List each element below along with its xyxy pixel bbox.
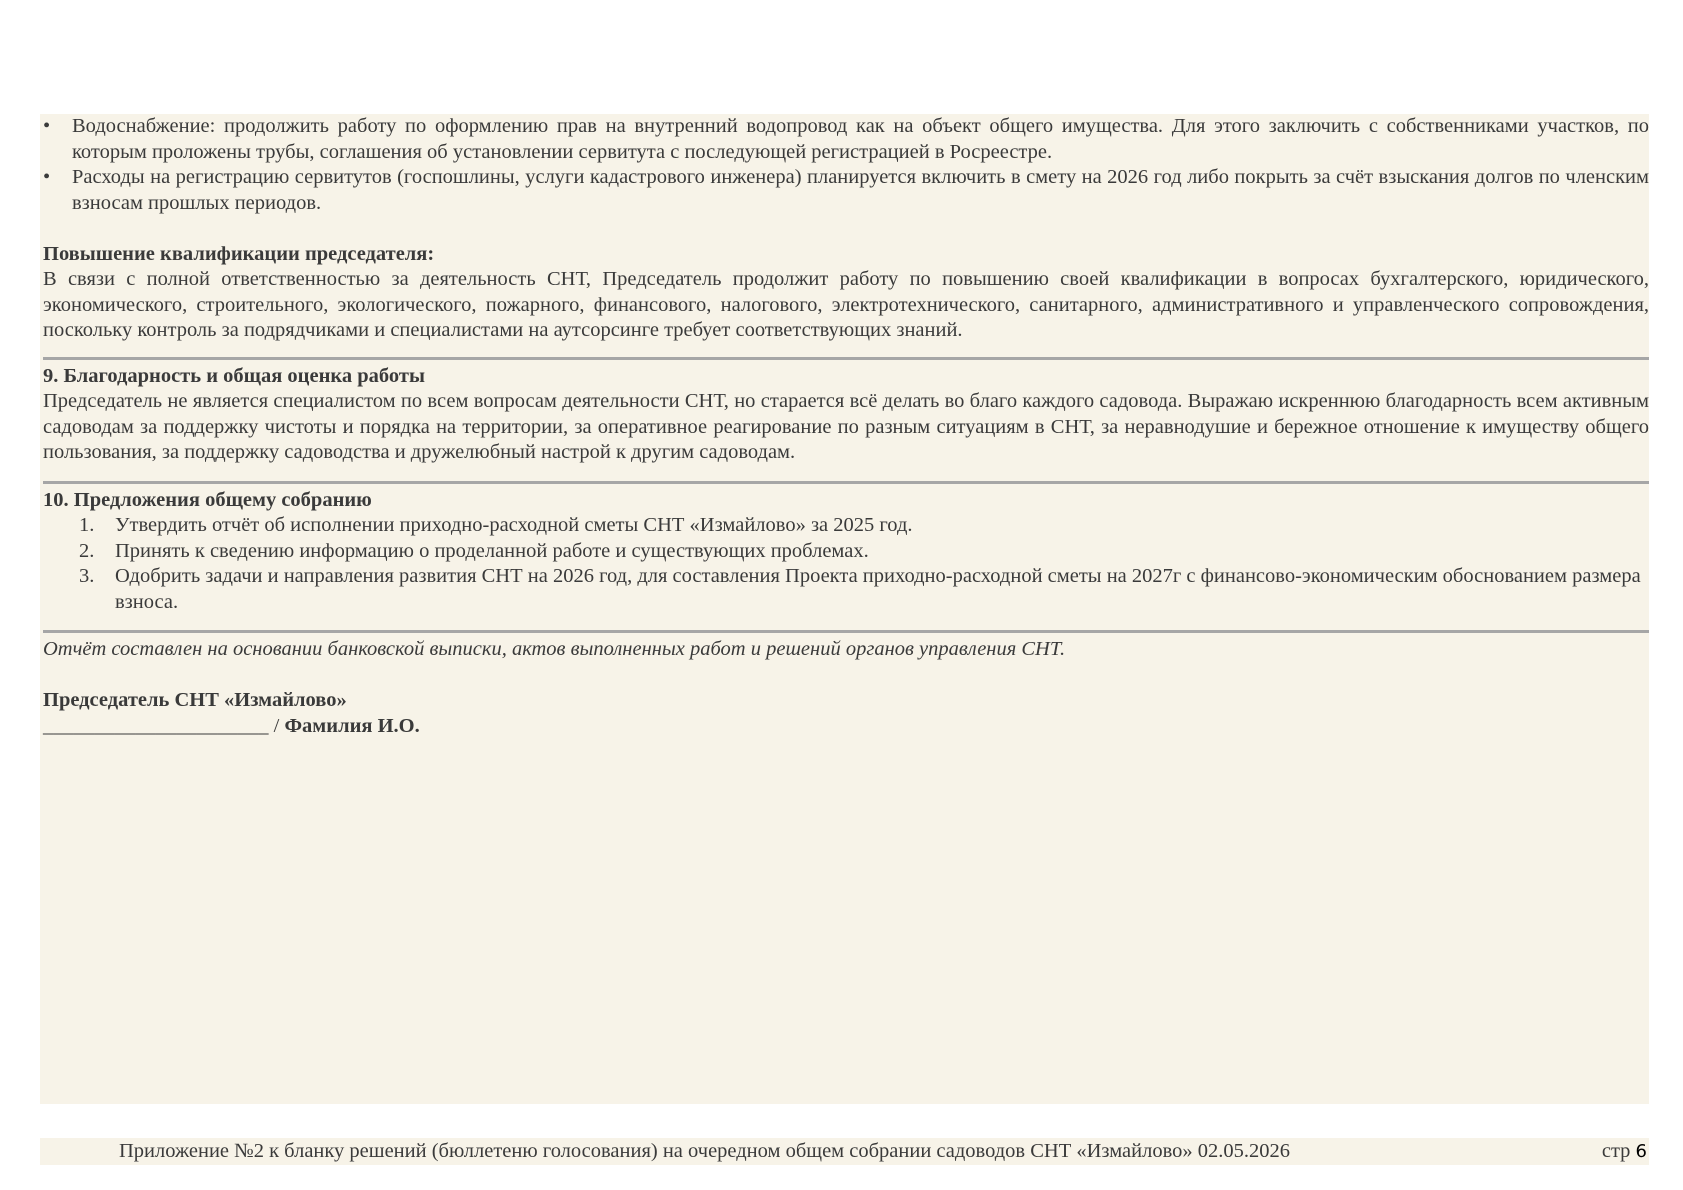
- report-basis-note: Отчёт составлен на основании банковской выписки, актов выполненных работ и решений органов управления СНТ.: [43, 638, 1066, 660]
- section9-text: Председатель не является специалистом по всем вопросам деятельности СНТ, но старается всё делать во благо каждого садовода. Выражаю искреннюю благодарность всем активным садоводам за поддержку чистоты и порядка на территории, за оперативное реагирование по разным ситуациям в СНТ, за неравнодушие и бережное отношение к имуществу общего пользования, за поддержку садоводства и дружелюбный настрой к другим садоводам.: [43, 390, 1649, 463]
- list-item: [76, 539, 1649, 565]
- bullet-item-water: [43, 114, 1649, 165]
- list-item: [76, 513, 1649, 539]
- bullet-icon: •: [43, 115, 51, 137]
- signature-separator: /: [268, 714, 285, 737]
- bullet-item-text: Водоснабжение: продолжить работу по оформлению прав на внутренний водопровод как на объект общего имущества. Для этого заключить с собственниками участков, по которым проложены трубы, соглашения об установлении сервитута с последующей регистрацией в Росреестре.: [72, 115, 1649, 163]
- document-content: [43, 114, 1649, 739]
- bullet-item-expenses: [43, 165, 1649, 216]
- list-item: [76, 564, 1649, 615]
- list-item-number: 3.: [79, 565, 95, 587]
- list-item-text: Одобрить задачи и направления развития СНТ на 2026 год, для составления Проекта приходно-расходной сметы на 2027г с финансово-экономическим обоснованием размера взноса.: [115, 565, 1641, 613]
- signer-name: Фамилия И.О.: [284, 714, 420, 737]
- list-item-number: 2.: [79, 539, 95, 562]
- bullet-item-text: Расходы на регистрацию сервитутов (госпошлины, услуги кадастрового инженера) планируется включить в смету на 2026 год либо покрыть за счёт взыскания долгов по членским взносам прошлых периодов.: [72, 166, 1649, 214]
- footer-caption: Приложение №2 к бланку решений (бюллетеню голосования) на очередном общем собрании садоводов СНТ «Измайлово» 02.05.2026: [119, 1140, 1291, 1162]
- qualification-heading: Повышение квалификации председателя:: [43, 242, 435, 265]
- signature-block: [43, 714, 1649, 740]
- page-label: стр: [1601, 1140, 1636, 1162]
- bullet-icon: •: [43, 166, 51, 188]
- section-divider: [43, 357, 1649, 360]
- section-divider: [43, 481, 1649, 484]
- proposals-list: [76, 513, 1649, 615]
- list-item-text: Утвердить отчёт об исполнении приходно-расходной сметы СНТ «Измайлово» за 2025 год.: [115, 514, 913, 536]
- signature-line: ______________________: [43, 714, 269, 737]
- qualification-text: В связи с полной ответственностью за деятельность СНТ, Председатель продолжит работу по повышению своей квалификации в вопросах бухгалтерского, юридического, экономического, строительного, экологического, пожарного, финансового, налогового, электротехнического, санитарного, административного и управленческого сопровождения, поскольку контроль за подрядчиками и специалистами на аутсорсинге требует соответствующих знаний.: [43, 268, 1649, 341]
- document-body: [40, 114, 1649, 1104]
- list-item-number: 1.: [79, 514, 95, 536]
- page-number: 6: [1635, 1141, 1647, 1162]
- list-item-text: Принять к сведению информацию о проделанной работе и существующих проблемах.: [115, 539, 869, 562]
- section9-heading: 9. Благодарность и общая оценка работы: [43, 364, 425, 387]
- page-footer: [40, 1138, 1649, 1165]
- section10-heading: 10. Предложения общему собранию: [43, 488, 372, 511]
- signer-title: Председатель СНТ «Измайлово»: [43, 689, 347, 711]
- section-divider: [43, 630, 1649, 633]
- page-indicator: [1602, 1138, 1647, 1165]
